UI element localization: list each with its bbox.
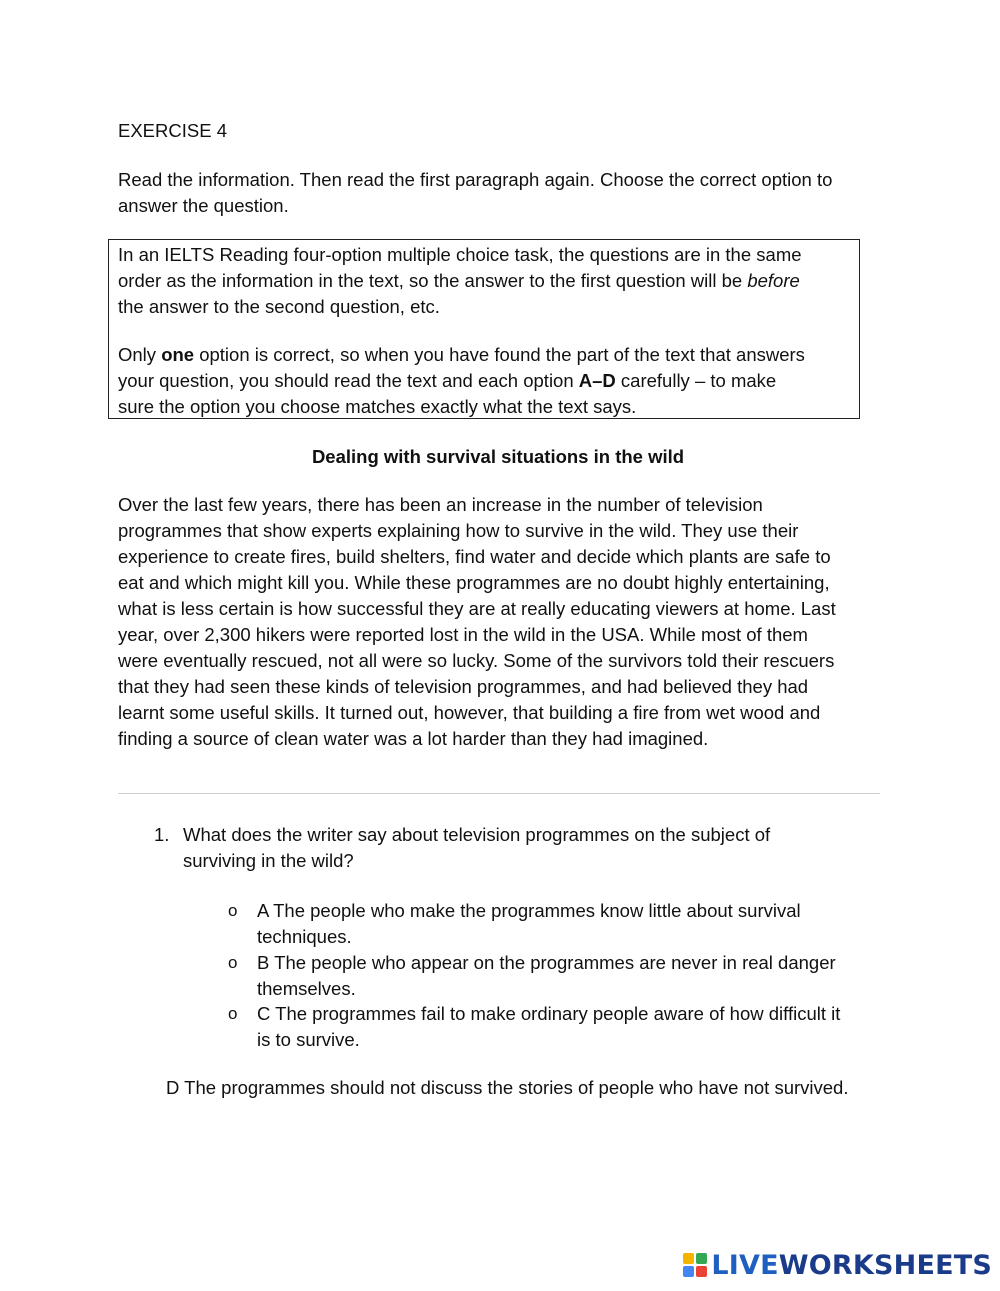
emphasis-a-d: A–D bbox=[578, 370, 616, 391]
logo-square bbox=[683, 1253, 694, 1264]
question-number: 1. bbox=[154, 824, 170, 845]
info-line: In an IELTS Reading four-option multiple choice task, the questions are in the same bbox=[118, 244, 802, 265]
info-line bbox=[118, 368, 805, 394]
option-a-bullet[interactable]: o bbox=[228, 901, 238, 920]
logo-text-live: LIVE bbox=[711, 1249, 779, 1281]
emphasis-one: one bbox=[161, 344, 195, 365]
info-paragraph-2 bbox=[118, 342, 805, 420]
article-line: learnt some useful skills. It turned out, however, that building a fire from wet wood and bbox=[118, 702, 821, 723]
question-line: What does the writer say about television programmes on the subject of bbox=[183, 824, 771, 845]
article-line: eat and which might kill you. While these programmes are no doubt highly entertaining, bbox=[118, 572, 830, 593]
info-text: option is correct, so when you have found the part of the text that answers bbox=[194, 344, 805, 365]
option-b-line: B The people who appear on the programmes are never in real danger bbox=[257, 952, 836, 973]
option-b-line: themselves. bbox=[257, 978, 356, 999]
logo-square bbox=[696, 1266, 707, 1277]
article-line: finding a source of clean water was a lot harder than they had imagined. bbox=[118, 728, 709, 749]
option-a-line: A The people who make the programmes know little about survival bbox=[257, 900, 801, 921]
option-c-line: C The programmes fail to make ordinary people aware of how difficult it bbox=[257, 1003, 841, 1024]
info-line: sure the option you choose matches exactly what the text says. bbox=[118, 396, 637, 417]
question-line: surviving in the wild? bbox=[183, 850, 354, 871]
option-b[interactable] bbox=[257, 950, 836, 1002]
exercise-title: EXERCISE 4 bbox=[118, 120, 227, 141]
info-text: Only bbox=[118, 344, 162, 365]
liveworksheets-logo bbox=[683, 1247, 992, 1283]
info-paragraph-1 bbox=[118, 242, 802, 320]
logo-text-worksheets: WORKSHEETS bbox=[778, 1249, 992, 1281]
question-text bbox=[183, 822, 770, 874]
option-a[interactable] bbox=[257, 898, 801, 950]
option-c-bullet[interactable]: o bbox=[228, 1004, 238, 1023]
logo-square bbox=[683, 1266, 694, 1277]
info-box bbox=[108, 239, 860, 419]
info-text: your question, you should read the text and each option bbox=[118, 370, 579, 391]
option-c-line: is to survive. bbox=[257, 1029, 360, 1050]
article-line: experience to create fires, build shelters, find water and decide which plants are safe to bbox=[118, 546, 831, 567]
info-text: order as the information in the text, so the answer to the first question will be bbox=[118, 270, 748, 291]
article-line: were eventually rescued, not all were so lucky. Some of the survivors told their rescuers bbox=[118, 650, 835, 671]
divider bbox=[118, 793, 880, 794]
info-text: carefully – to make bbox=[615, 370, 777, 391]
option-d[interactable]: D The programmes should not discuss the stories of people who have not survived. bbox=[166, 1077, 849, 1098]
option-c[interactable] bbox=[257, 1001, 840, 1053]
instructions-line: Read the information. Then read the first paragraph again. Choose the correct option to bbox=[118, 169, 833, 190]
option-a-line: techniques. bbox=[257, 926, 352, 947]
logo-mark-icon bbox=[683, 1253, 707, 1277]
article-line: that they had seen these kinds of television programmes, and had believed they had bbox=[118, 676, 809, 697]
info-line bbox=[118, 342, 805, 368]
emphasis-before: before bbox=[747, 270, 800, 291]
article-line: Over the last few years, there has been an increase in the number of television bbox=[118, 494, 763, 515]
article-line: what is less certain is how successful they are at really educating viewers at home. Last bbox=[118, 598, 836, 619]
info-line: the answer to the second question, etc. bbox=[118, 296, 440, 317]
option-b-bullet[interactable]: o bbox=[228, 953, 238, 972]
article-line: programmes that show experts explaining how to survive in the wild. They use their bbox=[118, 520, 799, 541]
instructions bbox=[118, 167, 888, 219]
instructions-line: answer the question. bbox=[118, 195, 289, 216]
article-body bbox=[118, 492, 836, 752]
info-line bbox=[118, 268, 802, 294]
article-line: year, over 2,300 hikers were reported lost in the wild in the USA. While most of them bbox=[118, 624, 808, 645]
article-title: Dealing with survival situations in the wild bbox=[311, 446, 685, 467]
logo-text bbox=[711, 1250, 992, 1281]
logo-square bbox=[696, 1253, 707, 1264]
